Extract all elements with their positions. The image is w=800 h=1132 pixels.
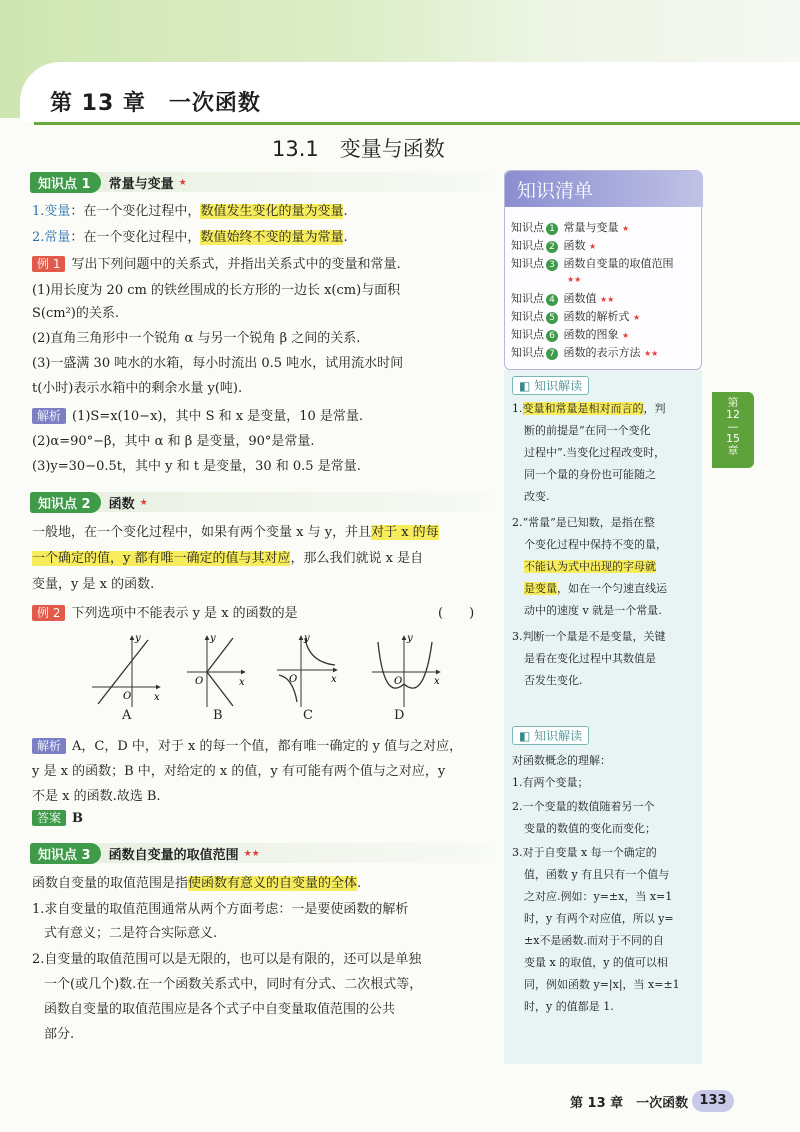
- kp3-i2c: 函数自变量的取值范围应是各个式子中自变量取值范围的公共: [44, 1002, 396, 1017]
- svg-text:x: x: [239, 677, 245, 688]
- checklist-item-stars: ★: [622, 224, 630, 233]
- kp2-p1a-highlight: 对于 x 的每: [371, 525, 439, 540]
- notes1-l1-highlight: 变量和常量是相对而言的: [522, 402, 644, 415]
- checklist-item: [511, 237, 596, 253]
- checklist-item-label: 函数: [563, 239, 586, 252]
- kp2-p1a: [32, 521, 439, 540]
- notes2-badge-label: 知识解读: [534, 729, 583, 743]
- notes1-l4: 同一个量的身份也可能随之: [524, 468, 656, 481]
- kp3-i1a: 1.求自变量的取值范围通常从两个方面考虑：一是要使函数的解析: [32, 902, 409, 917]
- kp1-item1-text: ：在一个变化过程中，: [70, 204, 201, 219]
- chapter-side-tab[interactable]: [712, 392, 754, 468]
- svg-text:O: O: [123, 691, 132, 702]
- checklist-item-label: 函数的表示方法: [563, 346, 641, 359]
- kp1-item1-highlight: 数值发生变化的量为变量: [200, 204, 344, 219]
- checklist-item-stars: ★★: [567, 275, 582, 284]
- kp1-item2-end: .: [343, 230, 348, 245]
- checklist-item-stars: ★★: [644, 349, 659, 358]
- book-icon: ◧: [519, 729, 531, 743]
- kp1-item2-num: 2.: [32, 230, 45, 245]
- kp1-item2: [32, 226, 348, 245]
- book-icon: ◧: [519, 379, 531, 393]
- svg-text:y: y: [210, 633, 216, 644]
- kp1-badge: 知识点 1: [30, 172, 101, 193]
- checklist-item-num: 1: [546, 223, 558, 235]
- knowledge-checklist: [504, 170, 702, 370]
- checklist-item-stars-wrap: [567, 272, 581, 285]
- notes1-l1-text: ，判: [643, 402, 666, 415]
- notes2-l11: 时，y 的值都是 1.: [524, 1000, 614, 1013]
- chapter-rule: [34, 122, 800, 125]
- checklist-item-num: 7: [546, 348, 558, 360]
- checklist-item-stars: ★: [633, 313, 641, 322]
- example1-tag: 例 1: [32, 256, 65, 272]
- checklist-item-prefix: 知识点: [511, 310, 544, 323]
- notes1-l12: 是看在变化过程中其数值是: [524, 652, 656, 665]
- notes1-l8: [524, 556, 656, 578]
- choice-c: C: [303, 708, 313, 723]
- kp2-p1b-highlight: 一个确定的值，y 都有唯一确定的值与其对应: [32, 551, 291, 566]
- checklist-item-label: 常量与变量: [563, 221, 619, 234]
- checklist-item-prefix: 知识点: [511, 239, 544, 252]
- checklist-item-num: 3: [546, 259, 558, 271]
- svg-text:y: y: [135, 633, 141, 644]
- kp1-example: [32, 253, 401, 272]
- kp3-p1-end: .: [357, 876, 362, 891]
- side-tab-label: 第12—15章: [726, 396, 740, 457]
- checklist-item-prefix: 知识点: [511, 221, 544, 234]
- graph-a: [92, 633, 160, 707]
- checklist-item: [511, 290, 614, 306]
- example1-text: 写出下列问题中的关系式，并指出关系式中的变量和常量.: [71, 257, 401, 272]
- example2-graphs: [90, 632, 470, 712]
- notes2-l0: 对函数概念的理解：: [512, 754, 611, 767]
- answer-value: B: [72, 811, 84, 826]
- checklist-title: 知识清单: [517, 180, 594, 202]
- kp2-p1b-text: ，那么我们就说 x 是自: [290, 551, 424, 566]
- graph-d: [372, 633, 440, 707]
- checklist-item-prefix: 知识点: [511, 257, 544, 270]
- kp1-sol1-text: (1)S=x(10−x)，其中 S 和 x 是变量，10 是常量.: [72, 409, 364, 424]
- kp2-header: [30, 492, 148, 513]
- kp1-star: ★: [178, 177, 187, 188]
- notes1-l6: 2.“常量”是已知数，是指在整: [512, 516, 655, 529]
- checklist-item-stars: ★: [622, 331, 630, 340]
- notes1-l5: 改变.: [524, 490, 550, 503]
- svg-text:x: x: [154, 692, 160, 703]
- answer-tag: 答案: [32, 810, 66, 826]
- notes2-l8: ±x不是函数.而对于不同的自: [524, 934, 664, 947]
- checklist-item-num: 4: [546, 294, 558, 306]
- kp3-i2a: 2.自变量的取值范围可以是无限的，也可以是有限的，还可以是单独: [32, 952, 422, 967]
- example2-answer-paren: ( ): [438, 606, 475, 621]
- kp2-sol2: y 是 x 的函数；B 中，对给定的 x 的值，y 有可能有两个值与之对应，y: [32, 764, 446, 779]
- checklist-item: [511, 219, 629, 235]
- notes1-l3: 过程中”.当变化过程改变时，: [524, 446, 666, 459]
- choice-a: A: [122, 708, 132, 723]
- kp2-p1a-text: 一般地，在一个变化过程中，如果有两个变量 x 与 y，并且: [32, 525, 372, 540]
- kp1-q3a: (3)一盛满 30 吨水的水箱，每小时流出 0.5 吨水，试用流水时间: [32, 356, 404, 371]
- kp3-i2d: 部分.: [44, 1027, 75, 1042]
- kp2-star: ★: [139, 497, 148, 508]
- kp1-q2: (2)直角三角形中一个锐角 α 与另一个锐角 β 之间的关系.: [32, 331, 361, 346]
- footer-chapter: 第 13 章 一次函数: [570, 1096, 689, 1111]
- kp2-sol3: 不是 x 的函数.故选 B.: [32, 789, 161, 804]
- kp2-sol1-text: A，C，D 中，对于 x 的每一个值，都有唯一确定的 y 值与之对应，: [72, 739, 463, 754]
- checklist-item-prefix: 知识点: [511, 292, 544, 305]
- kp1-item1-end: .: [343, 204, 348, 219]
- solution1-tag: 解析: [32, 408, 66, 424]
- notes1-badge: [512, 376, 589, 395]
- kp1-item1-num: 1.: [32, 204, 45, 219]
- checklist-item-num: 5: [546, 312, 558, 324]
- kp2-badge: 知识点 2: [30, 492, 101, 513]
- notes2-l2: 2.一个变量的数值随着另一个: [512, 800, 655, 813]
- kp1-item2-text: ：在一个变化过程中，: [70, 230, 201, 245]
- kp2-p1c: 变量，y 是 x 的函数.: [32, 577, 155, 592]
- chapter-title: 第 13 章 一次函数: [50, 91, 261, 116]
- kp3-p1: [32, 872, 361, 891]
- checklist-item: [511, 344, 658, 360]
- kp1-item2-term: 常量: [44, 230, 71, 245]
- checklist-item-stars: ★★: [600, 295, 615, 304]
- kp3-title: 函数自变量的取值范围: [108, 848, 239, 863]
- choice-b: B: [213, 708, 223, 723]
- kp3-i2b: 一个(或几个)数.在一个函数关系式中，同时有分式、二次根式等，: [44, 977, 423, 992]
- graph-c: [277, 633, 337, 707]
- svg-text:y: y: [407, 633, 413, 644]
- svg-text:y: y: [304, 633, 310, 644]
- checklist-item-prefix: 知识点: [511, 328, 544, 341]
- kp1-item1: [32, 200, 348, 219]
- notes1-l9-highlight: 是变量: [524, 582, 557, 595]
- notes2-l6: 之对应.例如：y=±x，当 x=1: [524, 890, 673, 903]
- checklist-item-prefix: 知识点: [511, 346, 544, 359]
- kp1-header: [30, 172, 187, 193]
- svg-text:O: O: [394, 676, 403, 687]
- notes2-l3: 变量的数值的变化而变化；: [524, 822, 656, 835]
- svg-text:x: x: [434, 676, 440, 687]
- notes2-badge: [512, 726, 589, 745]
- checklist-item: [511, 308, 640, 324]
- kp2-answer: [32, 810, 83, 826]
- checklist-item-label: 函数的图象: [563, 328, 619, 341]
- svg-text:O: O: [195, 676, 204, 687]
- notes1-l1: 1.变量和常量是相对而言的，判: [512, 402, 666, 415]
- example2-tag: 例 2: [32, 605, 65, 621]
- notes2-l9: 变量 x 的取值，y 的值可以相: [524, 956, 668, 969]
- notes1-l9-text: ，如在一个匀速直线运: [557, 582, 667, 595]
- kp2-p1b: [32, 547, 423, 566]
- notes2-l5: 值，函数 y 有且只有一个值与: [524, 868, 670, 881]
- checklist-item-label: 函数值: [563, 292, 597, 305]
- solution2-tag: 解析: [32, 738, 66, 754]
- svg-text:O: O: [289, 674, 298, 685]
- kp1-item2-highlight: 数值始终不变的量为常量: [200, 230, 344, 245]
- kp2-sol1: [32, 735, 462, 754]
- checklist-item: [511, 326, 629, 342]
- notes1-l8-highlight: 不能认为式中出现的字母就: [524, 560, 656, 573]
- kp1-item1-term: 变量: [44, 204, 71, 219]
- svg-text:x: x: [331, 674, 337, 685]
- checklist-item-label: 函数自变量的取值范围: [563, 257, 674, 270]
- notes1-l2: 断的前提是“在同一个变化: [524, 424, 651, 437]
- kp2-title: 函数: [108, 497, 135, 512]
- kp1-q1b: S(cm²)的关系.: [32, 306, 120, 321]
- example2-text: 下列选项中不能表示 y 是 x 的函数的是: [71, 606, 298, 621]
- kp2-example: [32, 602, 298, 621]
- choice-d: D: [394, 708, 405, 723]
- graph-b: [187, 633, 245, 707]
- kp1-title: 常量与变量: [108, 177, 174, 192]
- notes1-l10: 动中的速度 v 就是一个常量.: [524, 604, 662, 617]
- notes2-l7: 时，y 有两个对应值，所以 y=: [524, 912, 674, 925]
- notes1-l9: [524, 578, 667, 600]
- notes2-l10: 同，例如函数 y=|x|，当 x=±1: [524, 978, 680, 991]
- kp3-badge: 知识点 3: [30, 843, 101, 864]
- kp1-q3b: t(小时)表示水箱中的剩余水量 y(吨).: [32, 381, 243, 396]
- checklist-item-num: 6: [546, 330, 558, 342]
- kp1-q1a: (1)用长度为 20 cm 的铁丝围成的长方形的一边长 x(cm)与面积: [32, 283, 401, 298]
- checklist-item-num: 2: [546, 241, 558, 253]
- checklist-header: [505, 171, 703, 207]
- notes1-l11: 3.判断一个量是不是变量，关键: [512, 630, 666, 643]
- kp3-star: ★★: [243, 848, 260, 859]
- notes2-l1: 1.有两个变量；: [512, 776, 589, 789]
- checklist-item: [511, 255, 674, 271]
- section-title: 13.1 变量与函数: [272, 137, 445, 161]
- checklist-item-label: 函数的解析式: [563, 310, 630, 323]
- checklist-item-stars: ★: [589, 242, 597, 251]
- kp3-p1-highlight: 使函数有意义的自变量的全体: [188, 876, 358, 891]
- kp3-i1b: 式有意义；二是符合实际意义.: [44, 926, 218, 941]
- notes1-l7: 个变化过程中保持不变的量，: [524, 538, 667, 551]
- kp1-sol3: (3)y=30−0.5t，其中 y 和 t 是变量，30 和 0.5 是常量.: [32, 459, 361, 474]
- kp3-p1-text: 函数自变量的取值范围是指: [32, 876, 189, 891]
- notes1-l13: 否发生变化.: [524, 674, 583, 687]
- kp1-sol1: [32, 405, 363, 424]
- kp3-header: [30, 843, 260, 864]
- kp1-sol2: (2)α=90°−β，其中 α 和 β 是变量，90°是常量.: [32, 434, 315, 449]
- page-number: 133: [692, 1090, 734, 1112]
- notes2-l4: 3.对于自变量 x 每一个确定的: [512, 846, 657, 859]
- notes1-badge-label: 知识解读: [534, 379, 583, 393]
